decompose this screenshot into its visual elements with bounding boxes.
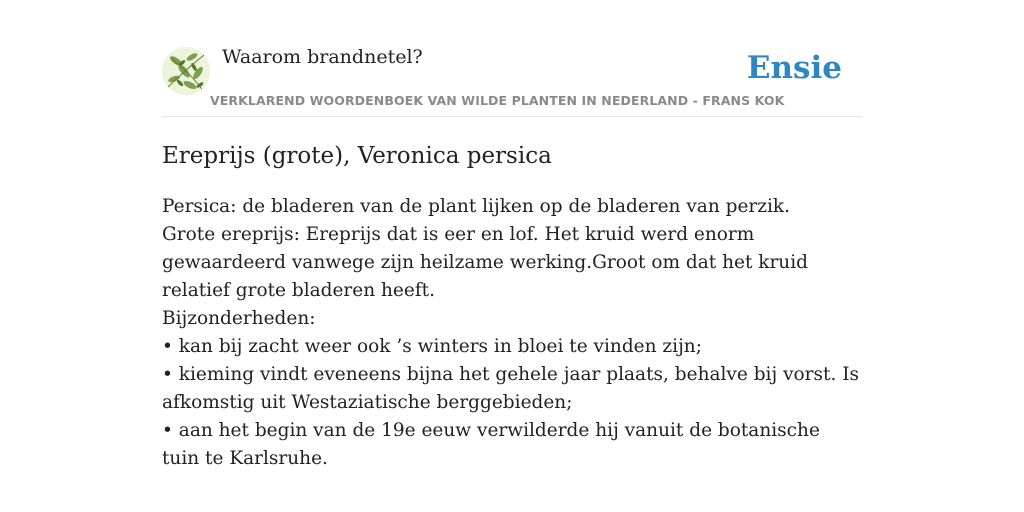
entry-line: • aan het begin van de 19e eeuw verwilderde hij vanuit de botanische tuin te Karlsruhe. [162,420,820,469]
site-title[interactable]: Waarom brandnetel? [222,46,423,68]
entry-body [162,193,862,473]
header [162,42,862,116]
entry-line: Persica: de bladeren van de plant lijken op de bladeren van perzik. [162,196,791,217]
leaf-avatar-icon[interactable] [162,47,210,95]
entry-line: • kieming vindt eveneens bijna het gehele jaar plaats, behalve bij vorst. Is afkomstig uit Westaziatische berggebieden; [162,364,860,413]
entry-card [162,42,862,473]
header-divider [162,116,862,117]
ensie-logo[interactable]: Ensie [746,50,842,86]
entry-title: Ereprijs (grote), Veronica persica [162,143,552,169]
entry-line: Bijzonderheden: [162,308,316,329]
entry-line: Grote ereprijs: Ereprijs dat is eer en lof. Het kruid werd enorm gewaardeerd vanwege zijn heilzame werking.Groot om dat het kruid relatief grote bladeren heeft. [162,224,808,301]
source-dictionary[interactable]: VERKLAREND WOORDENBOEK VAN WILDE PLANTEN IN NEDERLAND - FRANS KOK [210,93,785,108]
entry-line: • kan bij zacht weer ook ’s winters in bloei te vinden zijn; [162,336,702,357]
